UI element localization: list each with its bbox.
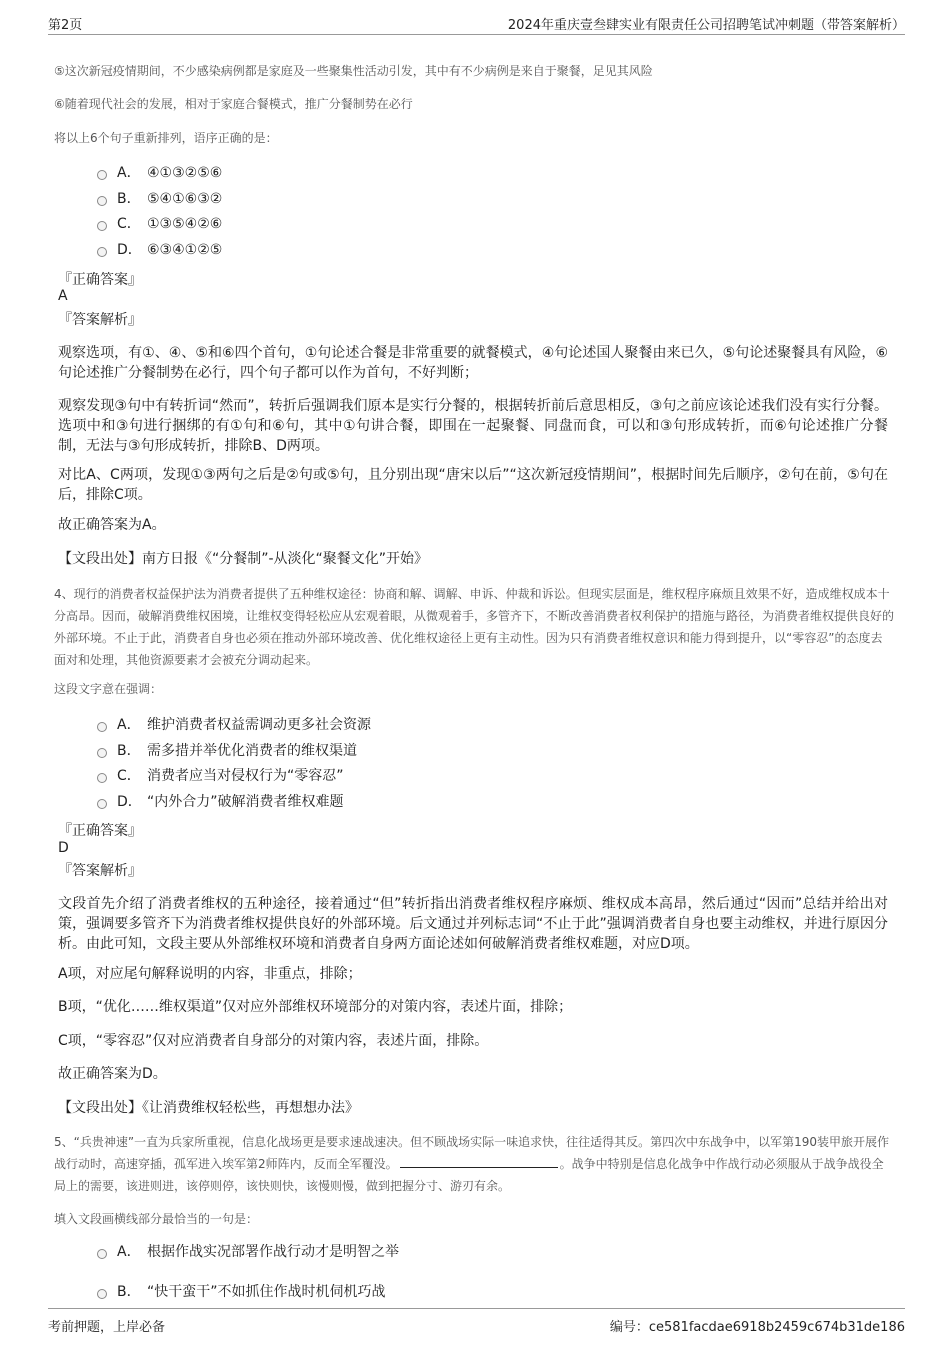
document-id: 编号：ce581facdae6918b2459c674b31de186 xyxy=(609,1320,905,1335)
q3-answer-label: 『正确答案』 xyxy=(58,272,142,288)
q3-option-a[interactable]: A． ④①③②⑤⑥ xyxy=(97,163,222,183)
radio-icon[interactable] xyxy=(97,799,107,809)
radio-icon[interactable] xyxy=(97,221,107,231)
q4-answer: D xyxy=(58,840,69,856)
q3-analysis-label: 『答案解析』 xyxy=(58,312,142,328)
q4-option-b[interactable]: B． 需多措并举优化消费者的维权渠道 xyxy=(97,741,357,761)
q3-prompt: 将以上6个句子重新排列，语序正确的是： xyxy=(54,131,278,145)
q4-option-d[interactable]: D． “内外合力”破解消费者维权难题 xyxy=(97,792,344,812)
q5-prompt: 填入文段画横线部分最恰当的一句是： xyxy=(54,1212,259,1226)
q4-analysis-p4: C项，“零容忍”仅对应消费者自身部分的对策内容，表述片面，排除。 xyxy=(58,1033,489,1049)
q4-answer-label: 『正确答案』 xyxy=(58,823,142,839)
radio-icon[interactable] xyxy=(97,170,107,180)
q3-option-c[interactable]: C． ①③⑤④②⑥ xyxy=(97,214,222,234)
footer-slogan: 考前押题，上岸必备 xyxy=(48,1320,166,1335)
q3-option-b[interactable]: B． ⑤④①⑥③② xyxy=(97,189,222,209)
q3-option-d[interactable]: D． ⑥③④①②⑤ xyxy=(97,240,222,260)
q3-answer: A xyxy=(58,288,68,304)
q5-option-b[interactable]: B． “快干蛮干”不如抓住作战时机伺机巧战 xyxy=(97,1282,386,1302)
page-footer xyxy=(48,1308,905,1339)
radio-icon[interactable] xyxy=(97,1249,107,1259)
q4-analysis-label: 『答案解析』 xyxy=(58,863,142,879)
q4-text: 4、现行的消费者权益保护法为消费者提供了五种维权途径：协商和解、调解、申诉、仲裁和诉讼。但现实层面是，维权程序麻烦且效果不好，造成维权成本十分高昂。因而，破解消费维权困境，让维权变得轻松应从宏观着眼，从微观着手，多管齐下，不断改善消费者权利保护的措施与路径，为消费者维权提供良好的外部环境。不止于此，消费者自身也必须在推动外部环境改善、优化维权途径上更有主动性。因为只有消费者维权意识和能力得到提升，以“零容忍”的态度去面对和处理，其他资源要素才会被充分调动起来。 xyxy=(54,587,895,667)
radio-icon[interactable] xyxy=(97,247,107,257)
radio-icon[interactable] xyxy=(97,722,107,732)
q5-option-a[interactable]: A． 根据作战实况部署作战行动才是明智之举 xyxy=(97,1242,399,1262)
radio-icon[interactable] xyxy=(97,748,107,758)
q4-analysis-p3: B项，“优化……维权渠道”仅对应外部维权环境部分的对策内容，表述片面，排除； xyxy=(58,999,573,1015)
radio-icon[interactable] xyxy=(97,773,107,783)
page-number: 第2页 xyxy=(48,18,83,33)
q3-analysis-p1: 观察选项，有①、④、⑤和⑥四个首句，①句论述合餐是非常重要的就餐模式，④句论述国人聚餐由来已久，⑤句论述聚餐具有风险，⑥句论述推广分餐制势在必行，四个句子都可以作为首句，不好判断； xyxy=(58,345,888,381)
q3-analysis-p3: 对比A、C两项，发现①③两句之后是②句或⑤句，且分别出现“唐宋以后”“这次新冠疫情期间”，根据时间先后顺序，②句在前，⑤句在后，排除C项。 xyxy=(58,467,888,503)
q3-sentence-5: ⑤这次新冠疫情期间，不少感染病例都是家庭及一些聚集性活动引发，其中有不少病例是来自于聚餐，足见其风险 xyxy=(54,64,653,78)
q3-analysis-p2: 观察发现③句中有转折词“然而”，转折后强调我们原本是实行分餐的，根据转折前后意思相反，③句之前应该论述我们没有实行分餐。选项中和③句进行捆绑的有①句和⑥句，其中①句讲合餐，即围在一起聚餐、同盘而食，可以和③句形成转折，而⑥句论述推广分餐制，无法与③句形成转折，排除B、D两项。 xyxy=(58,398,888,454)
radio-icon[interactable] xyxy=(97,1289,107,1299)
q3-source: 【文段出处】南方日报《“分餐制”-从淡化“聚餐文化”开始》 xyxy=(58,551,429,567)
q4-option-a[interactable]: A． 维护消费者权益需调动更多社会资源 xyxy=(97,715,371,735)
fill-blank xyxy=(400,1155,558,1168)
q3-sentence-6: ⑥随着现代社会的发展，相对于家庭合餐模式，推广分餐制势在必行 xyxy=(54,97,413,111)
q4-analysis-p1: 文段首先介绍了消费者维权的五种途径，接着通过“但”转折指出消费者维权程序麻烦、维权成本高昂，然后通过“因而”总结并给出对策，强调要多管齐下为消费者维权提供良好的外部环境。后文通过并列标志词“不止于此”强调消费者自身也要主动维权，并进行原因分析。由此可知，文段主要从外部维权环境和消费者自身两方面论述如何破解消费者维权难题，对应D项。 xyxy=(58,896,888,952)
q3-analysis-p4: 故正确答案为A。 xyxy=(58,517,166,533)
q4-analysis-p5: 故正确答案为D。 xyxy=(58,1066,167,1082)
page-header xyxy=(48,12,905,35)
q4-source: 【文段出处】《让消费维权轻松些，再想想办法》 xyxy=(58,1100,359,1116)
q4-option-c[interactable]: C． 消费者应当对侵权行为“零容忍” xyxy=(97,766,344,786)
q4-analysis-p2: A项，对应尾句解释说明的内容，非重点，排除； xyxy=(58,966,362,982)
document-title: 2024年重庆壹叁肆实业有限责任公司招聘笔试冲刺题（带答案解析） xyxy=(507,18,905,33)
q4-prompt: 这段文字意在强调： xyxy=(54,682,163,696)
radio-icon[interactable] xyxy=(97,196,107,206)
q5-text: 5、“兵贵神速”一直为兵家所重视，信息化战场更是要求速战速决。但不顾战场实际一味追求快，往往适得其反。第四次中东战争中，以军第190装甲旅开展作战行动时，高速穿插，孤军进入埃军第2师阵内，反而全军覆没。 。战争中特别是信息化战争中作战行动必须服从于战争战役全局上的需要，该进则进，该停则停，该快则快，该慢则慢，做到把握分寸、游刃有余。 xyxy=(54,1135,889,1193)
